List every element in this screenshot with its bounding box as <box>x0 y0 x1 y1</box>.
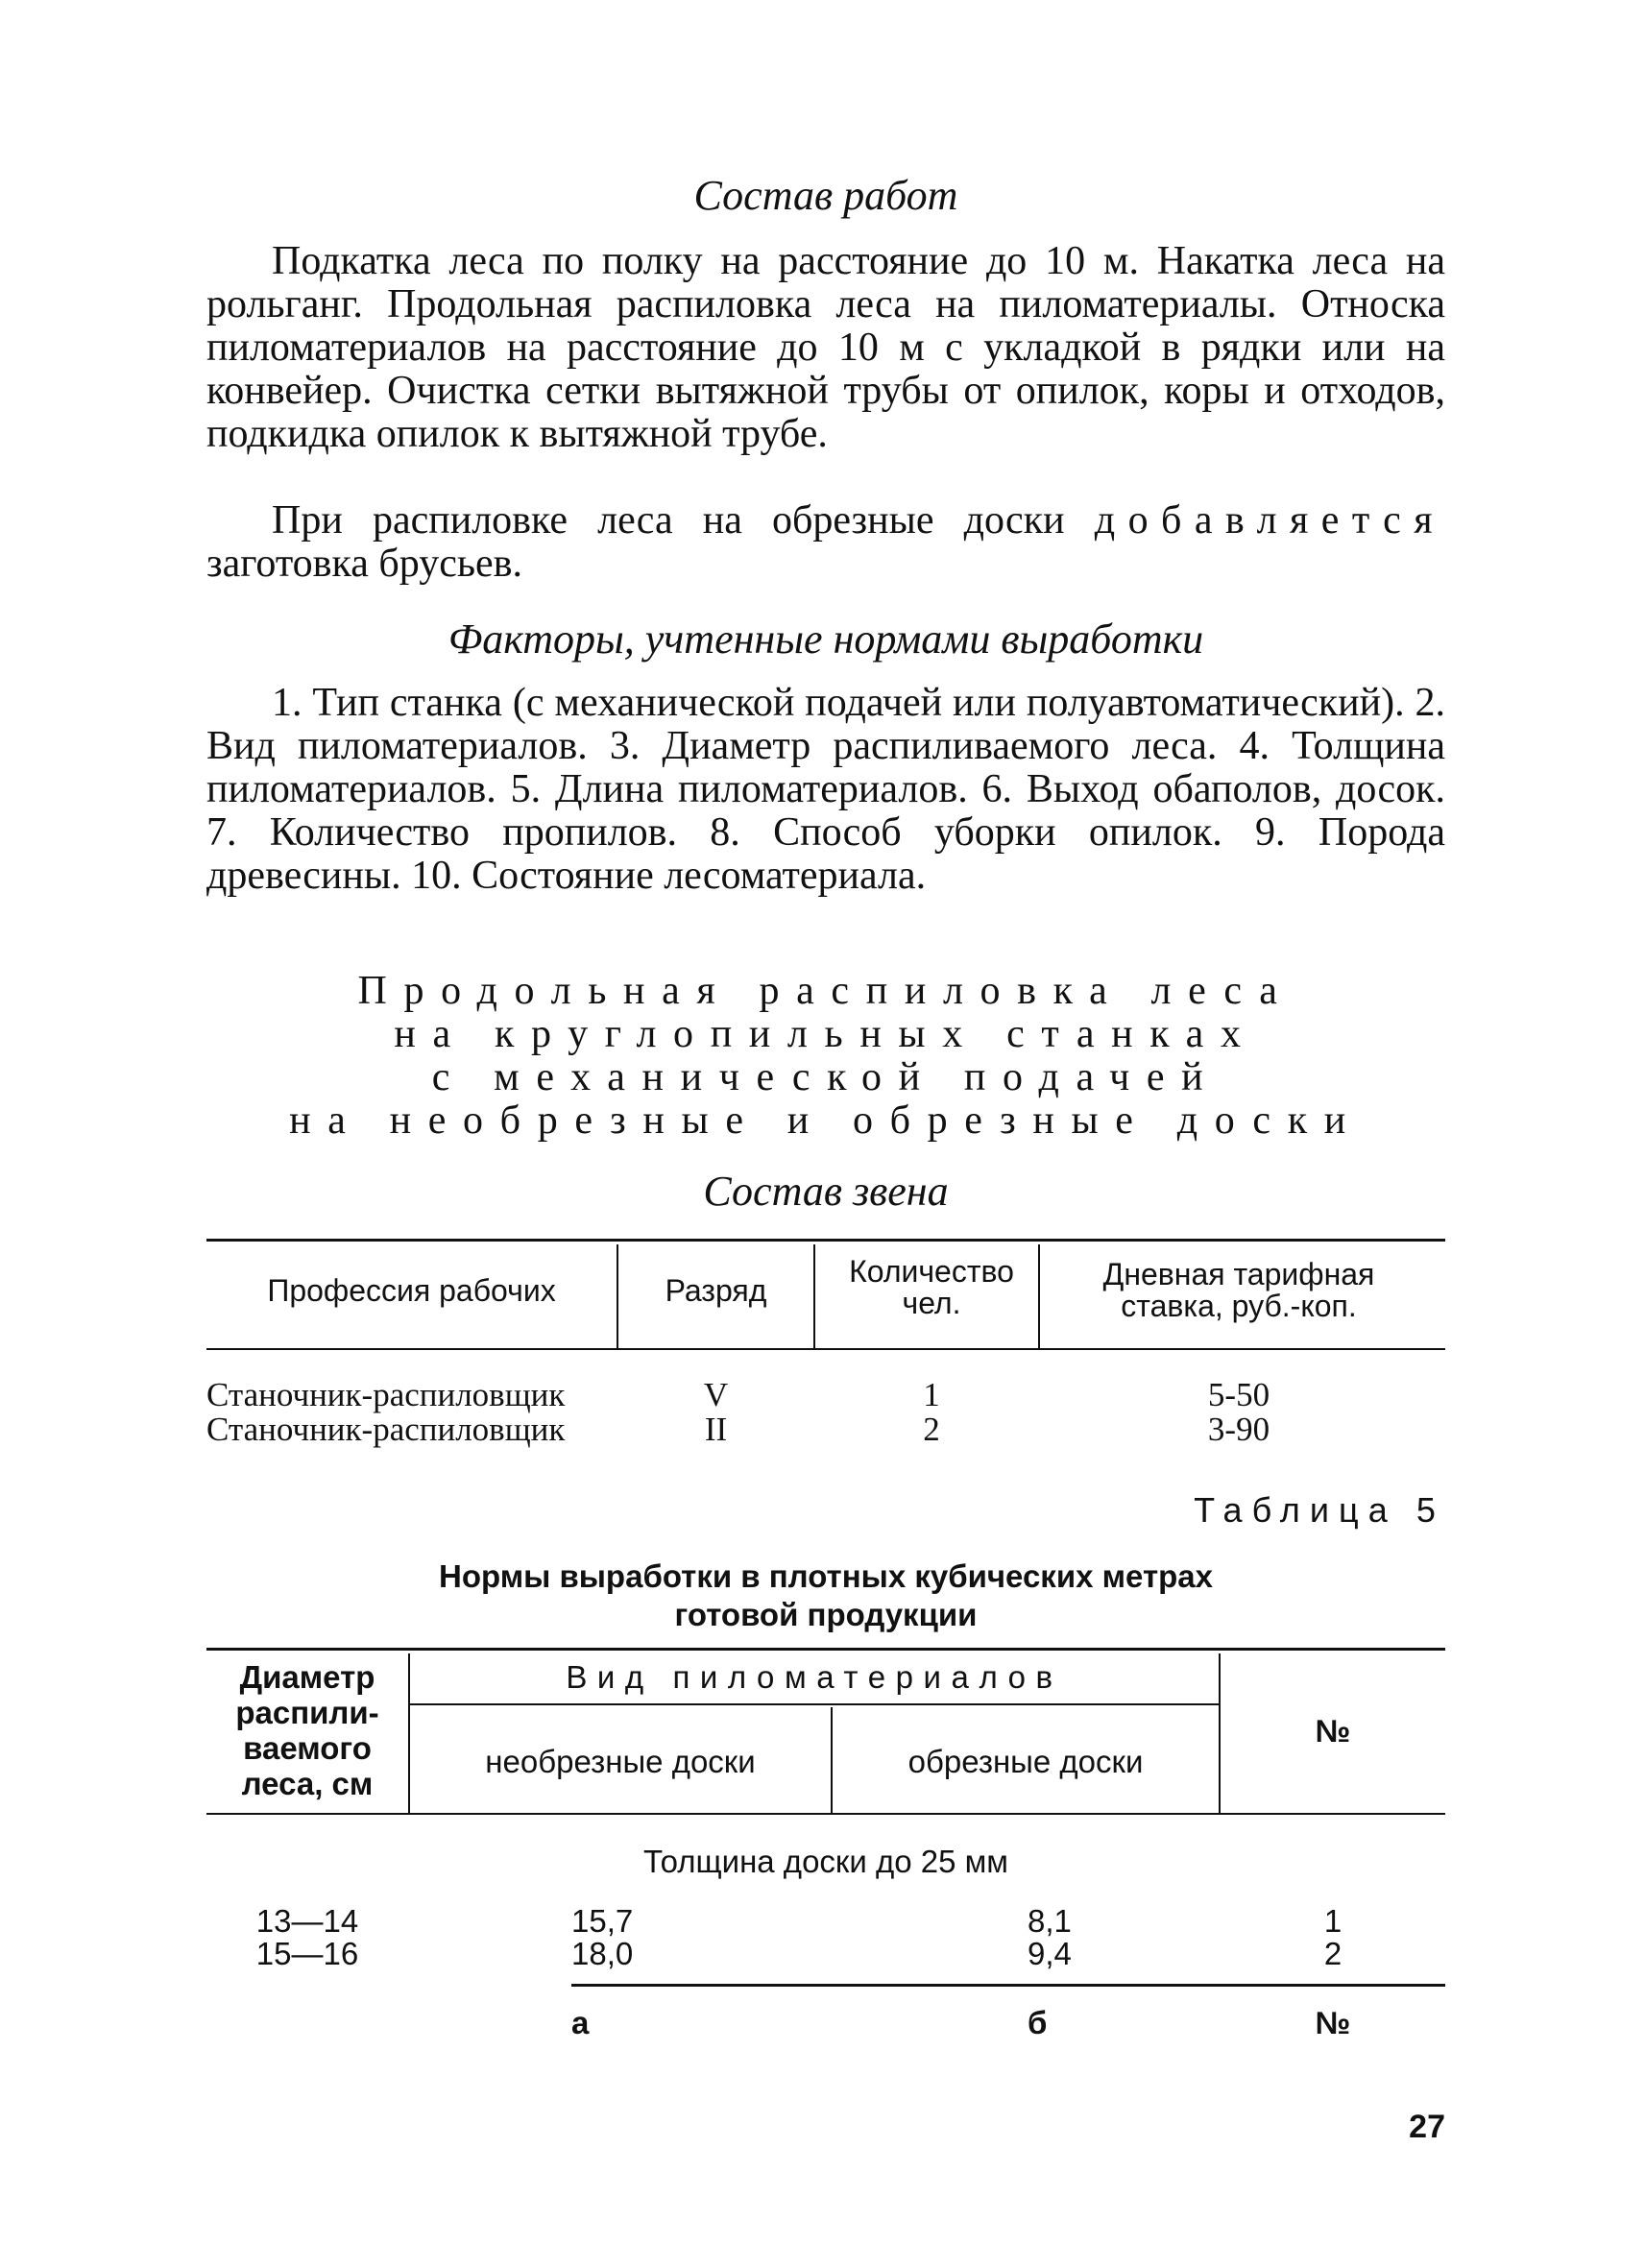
crew-cell-count: 2 <box>923 1411 940 1448</box>
norms-header-edged: обрезные доски <box>907 1744 1144 1779</box>
note-text-start: При распиловке леса на обрезные доски <box>272 498 1065 543</box>
norms-footer-b: б <box>1028 2005 1048 2040</box>
norms-header-kind: Вид пиломатериалов <box>566 1659 1063 1695</box>
norms-header-diameter-line-4: леса, см <box>241 1766 374 1801</box>
norms-cell-diameter: 13—14 <box>255 1903 359 1939</box>
norms-header-rule <box>206 1813 1445 1815</box>
norms-header-diameter <box>206 1659 408 1801</box>
norms-cell-edged: 9,4 <box>1028 1936 1072 1971</box>
crew-cell-rate: 3-90 <box>1207 1411 1270 1448</box>
norms-header-number: № <box>1315 1713 1351 1749</box>
crew-header-grade: Разряд <box>665 1273 767 1308</box>
norms-top-rule <box>206 1648 1445 1651</box>
norms-cell-number: 1 <box>1323 1903 1343 1939</box>
page-number: 27 <box>1409 2109 1445 2145</box>
crew-top-rule <box>206 1239 1445 1242</box>
note-text-end: заготовка брусьев. <box>206 542 522 586</box>
note-text-spaced: добавляется <box>1094 498 1446 543</box>
norms-subheading: Толщина доски до 25 мм <box>643 1844 1008 1879</box>
norms-header-unedged: необрезные доски <box>485 1744 756 1779</box>
crew-cell-profession: Станочник-распиловщик <box>206 1376 566 1413</box>
work-composition-paragraph: Подкатка леса по полку на расстояние до 10 м. Накатка леса на рольганг. Продольная распиловка леса на пиломатериалы. Относка пиломатериалов на расстояние до 10 м с укладкой в рядки или на конвейер. Очистка сетки вытяжной трубы от опилок, коры и отходов, подкидка опилок к вытяжной трубе. <box>206 239 1445 456</box>
crew-cell-grade: II <box>704 1411 728 1448</box>
crew-header-rate: Дневная тарифная ставка, руб.-коп. <box>1102 1257 1375 1323</box>
crew-cell-rate: 5-50 <box>1207 1376 1270 1413</box>
norms-header-diameter-line-1: Диаметр <box>239 1659 375 1695</box>
crew-cell-grade: V <box>703 1376 729 1413</box>
norms-header-diameter-line-2: распили- <box>235 1695 379 1730</box>
norms-footer-a: а <box>571 2005 590 2040</box>
factors-heading: Факторы, учтенные нормами выработки <box>448 615 1204 663</box>
norms-footer-rule <box>571 1984 1445 1987</box>
table-5-title-line-1: Нормы выработки в плотных кубических метрах <box>438 1558 1213 1594</box>
section-title <box>206 970 1445 1143</box>
table-5-title <box>206 1557 1445 1634</box>
text-column <box>206 0 1445 2268</box>
crew-header-count: Количество чел. <box>849 1254 1014 1320</box>
crew-header-profession: Профессия рабочих <box>267 1273 556 1308</box>
norms-kind-rule <box>410 1703 1219 1705</box>
crew-header-rule <box>206 1348 1445 1350</box>
norms-footer-number: № <box>1315 2005 1351 2040</box>
section-title-line-4: на необрезные и обрезные доски <box>289 1098 1363 1143</box>
work-composition-heading: Состав работ <box>693 172 958 219</box>
norms-cell-unedged: 15,7 <box>571 1903 634 1939</box>
table-5-title-line-2: готовой продукции <box>674 1597 978 1632</box>
crew-divider-2 <box>813 1244 815 1348</box>
norms-cell-diameter: 15—16 <box>255 1936 359 1971</box>
crew-divider-3 <box>1038 1244 1040 1348</box>
table-5-label: Таблица 5 <box>1194 1490 1445 1530</box>
norms-cell-number: 2 <box>1323 1936 1343 1971</box>
norms-cell-edged: 8,1 <box>1028 1903 1072 1939</box>
work-composition-note <box>206 499 1445 586</box>
crew-heading: Состав звена <box>703 1168 949 1215</box>
factors-paragraph: 1. Тип станка (с механической подачей или полуавтоматический). 2. Вид пиломатериалов. 3. Диаметр распиливаемого леса. 4. Толщина пиломатериалов. 5. Длина пиломатериалов. 6. Выход обаполов, досок. 7. Количество пропилов. 8. Способ уборки опилок. 9. Порода древесины. 10. Состояние лесоматериала. <box>206 681 1445 898</box>
section-title-line-2: на круглопильных станках <box>394 1012 1258 1056</box>
crew-cell-count: 1 <box>923 1376 940 1413</box>
section-title-line-3: с механической подачей <box>431 1055 1221 1099</box>
norms-header-diameter-line-3: ваемого <box>243 1730 372 1766</box>
crew-cell-profession: Станочник-распиловщик <box>206 1411 566 1448</box>
norms-cell-unedged: 18,0 <box>571 1936 634 1971</box>
section-title-line-1: Продольная распиловка леса <box>357 969 1294 1013</box>
